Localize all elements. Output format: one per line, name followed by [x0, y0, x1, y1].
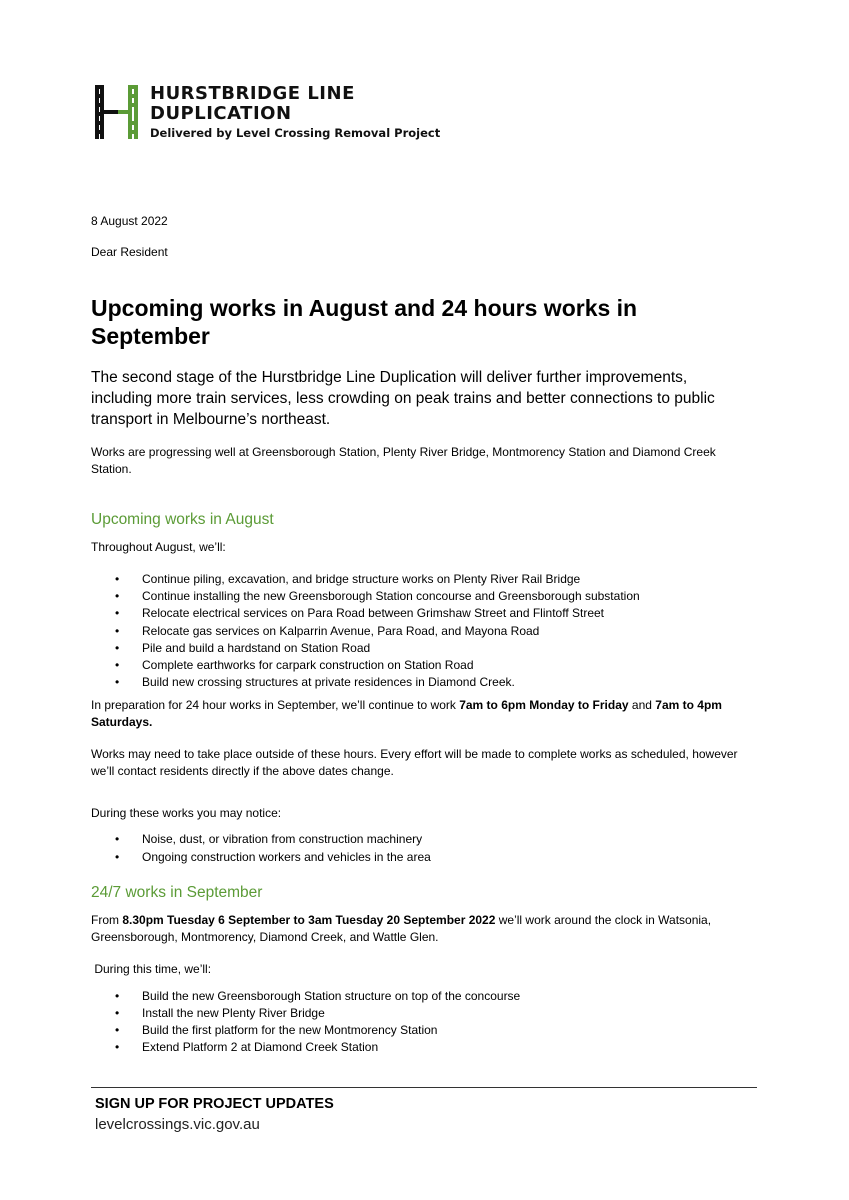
list-item: • Build the new Greensborough Station structure on top of the concourse [91, 988, 751, 1005]
september-works-list [91, 988, 751, 1057]
footer-url[interactable]: levelcrossings.vic.gov.au [95, 1116, 260, 1133]
august-works-list [91, 571, 751, 691]
list-item: • Continue piling, excavation, and bridge structure works on Plenty River Rail Bridge [91, 571, 751, 588]
saturday-hours: 7am to 4pm Saturdays. [91, 698, 722, 730]
hurstbridge-logo-icon [95, 84, 139, 140]
list-item: • Relocate gas services on Kalparrin Avenue, Para Road, and Mayona Road [91, 623, 751, 640]
logo-title-line1: HURSTBRIDGE LINE [150, 83, 355, 104]
salutation: Dear Resident [91, 245, 168, 259]
list-item: • Relocate electrical services on Para Road between Grimshaw Street and Flintoff Street [91, 605, 751, 622]
outside-hours-paragraph: Works may need to take place outside of these hours. Every effort will be made to complete works as scheduled, however we’ll contact residents directly if the above dates change. [91, 747, 738, 779]
weekday-hours: 7am to 6pm Monday to Friday [459, 698, 629, 713]
letter-date: 8 August 2022 [91, 214, 168, 228]
august-lead: Throughout August, we’ll: [91, 540, 226, 554]
list-item: • Ongoing construction workers and vehicles in the area [91, 849, 751, 866]
page-title: Upcoming works in August and 24 hours works in September [91, 295, 638, 349]
list-item: • Complete earthworks for carpark construction on Station Road [91, 657, 751, 674]
work-hours-paragraph [91, 697, 751, 731]
list-item: • Pile and build a hardstand on Station Road [91, 640, 751, 657]
progress-paragraph: Works are progressing well at Greensborough Station, Plenty River Bridge, Montmorency Station and Diamond Creek Station. [91, 445, 716, 476]
list-item: • Build the first platform for the new Montmorency Station [91, 1022, 751, 1039]
from-text: From [91, 912, 123, 927]
letter-body [91, 213, 751, 1057]
logo-tagline: Delivered by Level Crossing Removal Project [150, 126, 441, 140]
notice-list [91, 831, 751, 865]
list-item: • Noise, dust, or vibration from construction machinery [91, 831, 751, 848]
list-item: • Build new crossing structures at private residences in Diamond Creek. [91, 674, 751, 691]
work-hours-joiner: and [628, 698, 656, 713]
intro-paragraph: The second stage of the Hurstbridge Line Duplication will deliver further improvements, including more train services, less crowding on peak trains and better connections to public transport in Melbourne’s northeast. [91, 369, 715, 428]
work-hours-text: In preparation for 24 hour works in September, we’ll continue to work [91, 698, 460, 713]
footer-title: SIGN UP FOR PROJECT UPDATES [95, 1096, 334, 1112]
list-item: • Extend Platform 2 at Diamond Creek Station [91, 1039, 751, 1056]
september-lead: During this time, we’ll: [91, 961, 212, 976]
list-item: • Continue installing the new Greensborough Station concourse and Greensborough substation [91, 588, 751, 605]
locations-text: we’ll work around the clock in Watsonia, Greensborough, Montmorency, Diamond Creek, and Wattle Glen. [91, 912, 712, 944]
list-item: • Install the new Plenty River Bridge [91, 1005, 751, 1022]
project-logo [95, 84, 440, 141]
august-heading: Upcoming works in August [91, 511, 274, 528]
notice-lead: During these works you may notice: [91, 806, 282, 821]
september-dates: 8.30pm Tuesday 6 September to 3am Tuesday 20 September 2022 [122, 912, 496, 927]
footer [91, 1087, 757, 1135]
logo-title-line2: DUPLICATION [150, 103, 292, 124]
september-heading: 24/7 works in September [91, 883, 263, 901]
september-dates-paragraph [91, 912, 751, 946]
